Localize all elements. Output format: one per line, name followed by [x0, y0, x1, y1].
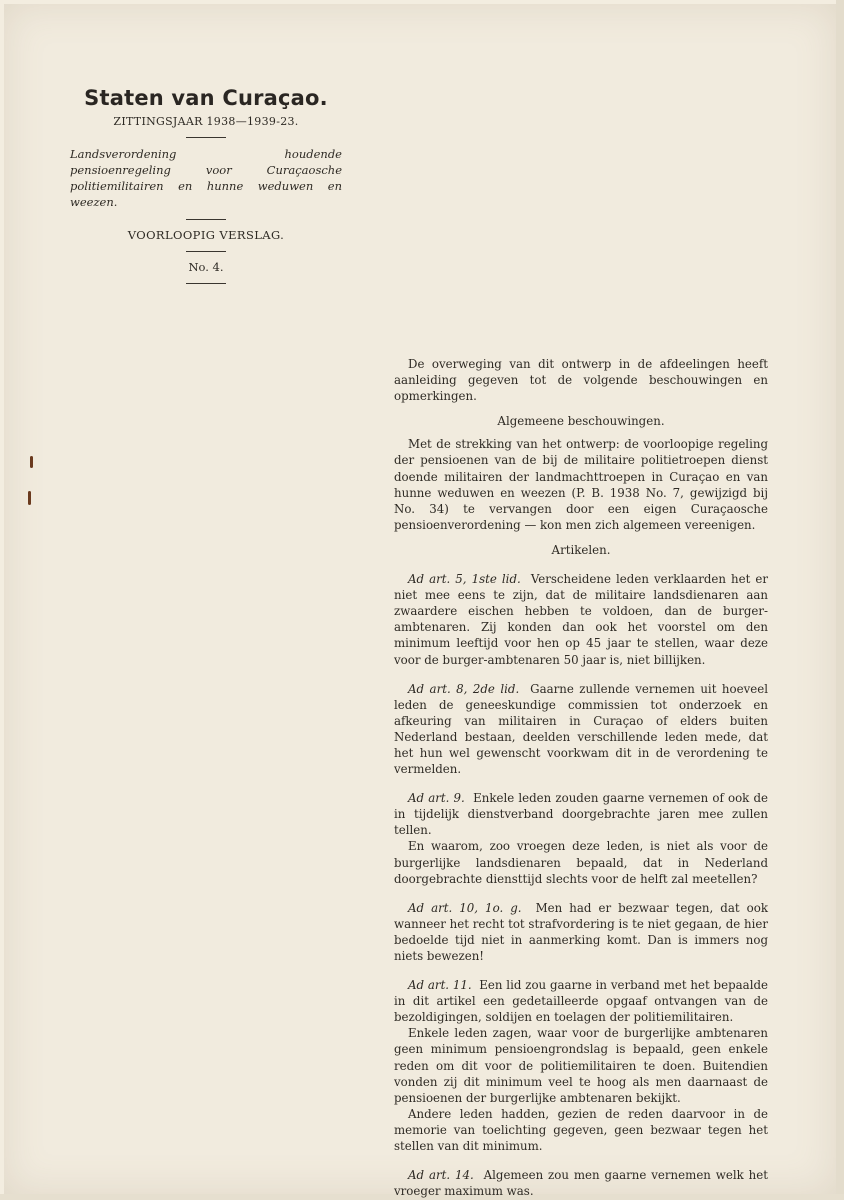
- article-label: Ad art. 11.: [408, 978, 472, 993]
- page-title: Staten van Curaçao.: [84, 86, 328, 110]
- binding-hole-mark: [30, 456, 33, 468]
- article-paragraph: [394, 900, 768, 964]
- article-paragraph: [394, 571, 768, 668]
- article-paragraph: [394, 977, 768, 1025]
- section-heading-general: Algemeene beschouwingen.: [497, 414, 665, 429]
- subject-line: Landsverordening houdende pensioenregeling voor Curaçaosche politiemilitairen en hunne weduwen en weezen.: [70, 147, 342, 209]
- article-label: Ad art. 9.: [408, 791, 465, 806]
- general-paragraph: Met de strekking van het ontwerp: de voorloopige regeling der pensioenen van de bij de militaire politietroepen dienst doende militairen der landmachttroepen in Curaçao en van hunne weduwen en weezen (P. B. 1938 No. 7, gewijzigd bij No. 34) te vervangen door een eigen Curaçaosche pensioenverordening — kon men zich algemeen vereenigen.: [394, 437, 768, 532]
- article-paragraph: Andere leden hadden, gezien de reden daarvoor in de memorie van toelichting gegeven, geen bezwaar tegen het stellen van dit minimum.: [394, 1106, 768, 1154]
- binding-hole-mark: [28, 491, 31, 505]
- article-text: Gaarne zullende vernemen uit hoeveel leden de geneeskundige commissien tot onderzoek en afkeuring van militairen in Curaçao of elders buiten Nederland bestaan, deelden verschillende leden mede, dat het hun wel gewenscht voorkwam dit in de verordening te vermelden.: [394, 681, 768, 777]
- divider: [186, 219, 226, 220]
- divider: [186, 251, 226, 252]
- article-label: Ad art. 8, 2de lid.: [408, 681, 520, 696]
- article-paragraph: [394, 1167, 768, 1199]
- article-label: Ad art. 14.: [408, 1168, 474, 1183]
- article-paragraph: En waarom, zoo vroegen deze leden, is niet als voor de burgerlijke landsdienaren bepaald, dat in Nederland doorgebrachte diensttijd slechts voor de helft zal meetellen?: [394, 839, 768, 886]
- article-label: Ad art. 5, 1ste lid.: [408, 572, 521, 587]
- article-paragraph: [394, 681, 768, 778]
- article-text: Men had er bezwaar tegen, dat ook wanneer het recht tot strafvordering is te niet gegaan, de hier bedoelde tijd niet in aanmerking komt. Dan is immers nog niets bewezen!: [394, 900, 768, 963]
- article-label: Ad art. 10, 1o. g.: [408, 900, 522, 915]
- divider: [186, 283, 226, 284]
- article-paragraph: Enkele leden zagen, waar voor de burgerlijke ambtenaren geen minimum pensioengrondslag is bepaald, geen enkele reden om dit voor de politiemilitairen te doen. Buitendien vonden zij dit minimum veel te hoog als men daarnaast de pensioenen der burgerlijke ambtenaren bekijkt.: [394, 1026, 768, 1105]
- report-body: [394, 356, 768, 1199]
- intro-paragraph: De overweging van dit ontwerp in de afdeelingen heeft aanleiding gegeven tot de volgende beschouwingen en opmerkingen.: [394, 357, 768, 404]
- session-year: ZITTINGSJAAR 1938—1939-23.: [113, 115, 299, 128]
- article-paragraph: [394, 790, 768, 838]
- page-edge-right: [836, 0, 844, 1200]
- article-text: Verscheidene leden verklaarden het er niet mee eens te zijn, dat de militaire landsdienaren aan zwaardere eischen hebben te voldoen, dan de burger-ambtenaren. Zij konden dan ook het voorstel om den minimum leeftijd voor hen op 45 jaar te stellen, waar deze voor de burger-ambtenaren 50 jaar is, niet billijken.: [394, 572, 768, 667]
- document-number: No. 4.: [188, 260, 224, 274]
- article-text: Een lid zou gaarne in verband met het bepaalde in dit artikel een gedetailleerde opgaaf ontvangen van de bezoldigingen, soldijen en toelagen der politiemilitairen.: [394, 978, 768, 1025]
- document-header: [68, 86, 344, 292]
- article-text: Enkele leden zouden gaarne vernemen of ook de in tijdelijk dienstverband doorgebrachte jaren mee zullen tellen.: [394, 791, 768, 838]
- section-heading-articles: Artikelen.: [551, 542, 611, 557]
- report-type: VOORLOOPIG VERSLAG.: [127, 228, 285, 242]
- article-text: Algemeen zou men gaarne vernemen welk het vroeger maximum was.: [394, 1168, 769, 1199]
- divider: [186, 137, 226, 138]
